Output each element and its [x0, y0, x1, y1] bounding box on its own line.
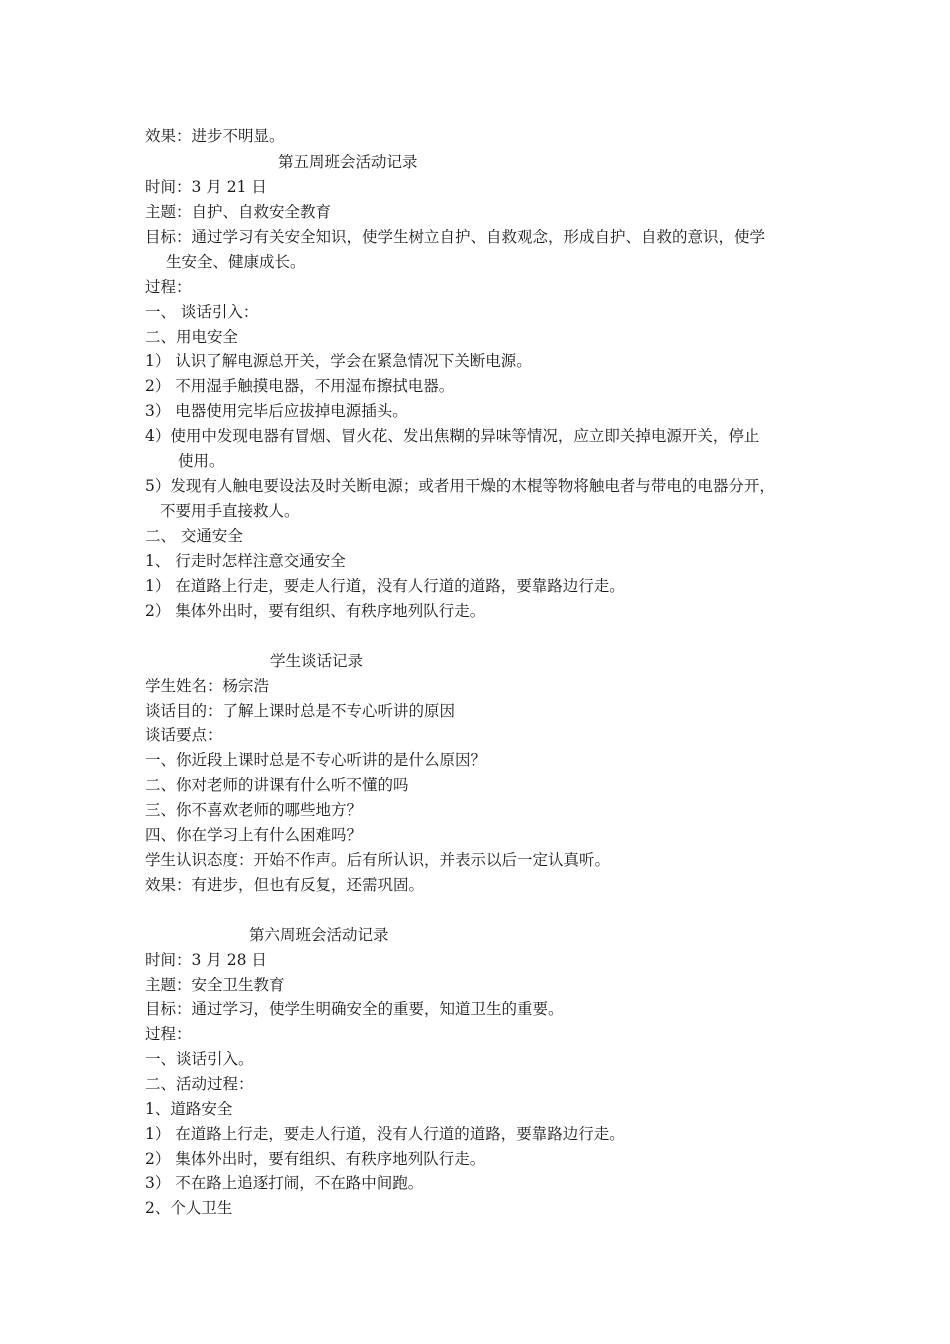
effect-line: 效果：有进步，但也有反复，还需巩固。: [145, 876, 425, 894]
list-item: 二、你对老师的讲课有什么听不懂的吗: [145, 776, 409, 794]
list-item: 2） 集体外出时，要有组织、有秩序地列队行走。: [145, 1150, 486, 1168]
list-item: 三、你不喜欢老师的哪些地方？: [145, 801, 363, 819]
process-label: 过程：: [145, 278, 192, 296]
step-intro: 一、 谈话引入：: [145, 303, 259, 321]
topic-line: 主题：自护、自救安全教育: [145, 203, 332, 221]
step-activity: 二、活动过程：: [145, 1075, 254, 1093]
list-item: 2） 不用湿手触摸电器，不用湿布擦拭电器。: [145, 377, 455, 395]
goal-line-cont: 生安全、健康成长。: [166, 253, 306, 271]
list-item: 5）发现有人触电要设法及时关断电源；或者用干燥的木棍等物将触电者与带电的电器分开，: [145, 477, 775, 495]
list-item: 1） 在道路上行走，要走人行道，没有人行道的道路，要靠路边行走。: [145, 1125, 625, 1143]
step-electric-safety: 二、用电安全: [145, 328, 239, 346]
list-item: 4）使用中发现电器有冒烟、冒火花、发出焦糊的异味等情况，应立即关掉电源开关，停止: [145, 427, 760, 445]
list-item-cont: 使用。: [178, 452, 225, 470]
goal-line: 目标：通过学习，使学生明确安全的重要，知道卫生的重要。: [145, 1000, 564, 1018]
list-item: 3） 不在路上追逐打闹，不在路中间跑。: [145, 1174, 424, 1192]
list-item: 2） 集体外出时，要有组织、有秩序地列队行走。: [145, 602, 486, 620]
list-item: 1） 认识了解电源总开关，学会在紧急情况下关断电源。: [145, 352, 532, 370]
student-attitude-line: 学生认识态度：开始不作声。后有所认识，并表示以后一定认真听。: [145, 851, 611, 869]
goal-line: 目标：通过学习有关安全知识，使学生树立自护、自救观念，形成自护、自救的意识，使学: [145, 228, 766, 246]
sub-step-personal-hygiene: 2、个人卫生: [145, 1199, 233, 1217]
time-line: 时间：3 月 21 日: [145, 178, 267, 196]
list-item: 一、你近段上课时总是不专心听讲的是什么原因？: [145, 751, 487, 769]
time-line: 时间：3 月 28 日: [145, 951, 267, 969]
list-item-cont: 不要用手直接救人。: [160, 502, 300, 520]
section-title-week6: 第六周班会活动记录: [249, 926, 389, 944]
student-name-line: 学生姓名：杨宗浩: [145, 677, 270, 695]
step-intro: 一、谈话引入。: [145, 1050, 254, 1068]
effect-line: 效果：进步不明显。: [145, 127, 285, 145]
list-item: 1、 行走时怎样注意交通安全: [145, 552, 346, 570]
topic-line: 主题：安全卫生教育: [145, 976, 285, 994]
section-title-week5: 第五周班会活动记录: [278, 153, 418, 171]
process-label: 过程：: [145, 1025, 192, 1043]
list-item: 四、你在学习上有什么困难吗？: [145, 826, 363, 844]
talk-purpose-line: 谈话目的：了解上课时总是不专心听讲的原因: [145, 702, 456, 720]
list-item: 1） 在道路上行走，要走人行道，没有人行道的道路，要靠路边行走。: [145, 577, 625, 595]
sub-step-road-safety: 1、道路安全: [145, 1100, 233, 1118]
step-traffic-safety: 二、 交通安全: [145, 527, 243, 545]
list-item: 3） 电器使用完毕后应拔掉电源插头。: [145, 402, 408, 420]
section-title-talk: 学生谈话记录: [270, 652, 364, 670]
talk-points-label: 谈话要点：: [145, 726, 223, 744]
